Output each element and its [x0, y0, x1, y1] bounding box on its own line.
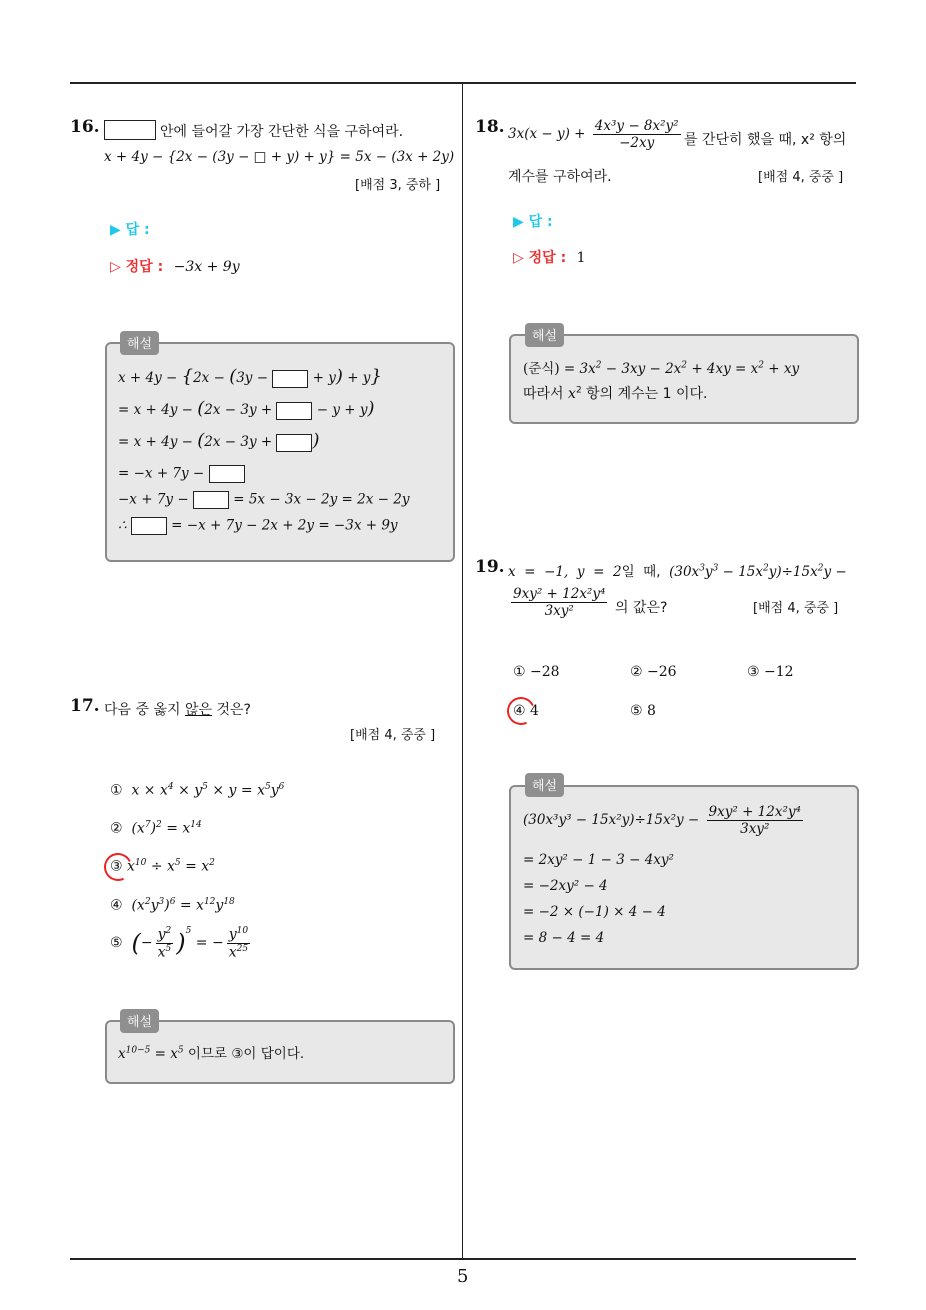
q16-solution-line-3: = x + 4y − (2x − 3y + ) [118, 430, 320, 451]
q16-solution-line-2: = x + 4y − (2x − 3y + − y + y) [118, 398, 375, 419]
q18-frac-den: −2xy [619, 135, 655, 151]
q17-choice-1: ① $x \times x^4 \times y^5 \times y = x^5y^6$ [110, 782, 285, 799]
bottom-rule [70, 1258, 856, 1260]
q18-expr-prefix: 3x(x − y) + [508, 126, 586, 142]
q16-prompt: 안에 들어갈 가장 간단한 식을 구하여라. [160, 124, 404, 140]
q19-line1: x = −1, y = 2일 때, $(30x^3y^3 - 15x^2y)\div 15x^2y$ − [508, 563, 847, 580]
q16-solution-line-5: −x + 7y − = 5x − 3x − 2y = 2x − 2y [118, 491, 410, 508]
q16-answer-box [104, 120, 156, 140]
q19-choice-4: ④ 4 [513, 703, 539, 719]
q16-solution-line-6: ∴ = −x + 7y − 2x + 2y = −3x + 9y [118, 517, 398, 534]
q16-solution-tag: 해설 [120, 331, 159, 355]
q18-solution-tag: 해설 [525, 323, 564, 347]
q16-solution-line-4: = −x + 7y − [118, 465, 245, 483]
q18-solution-box [509, 334, 859, 424]
q19-solution-first-prefix: (30x³y³ − 15x²y)÷15x²y − [523, 812, 700, 828]
q19-tail: 의 값은? [615, 600, 668, 616]
q16-answer-label: ▶ 답 : [110, 222, 150, 238]
q18-number: 18. [475, 117, 505, 137]
q19-solution-first [523, 804, 806, 837]
q17-marked-circle [100, 849, 136, 885]
q17-choice-5: ⑤ (− $\frac{y^2}{x^5}$ )$^5$ = − $\frac{y^{10}}{x^{25}}$ [110, 926, 249, 961]
q17-choice-4: ④ $(x^2y^3)^6 = x^{12}y^{18}$ [110, 897, 235, 914]
q19-solution-line-3: = −2 × (−1) × 4 − 4 [523, 904, 666, 920]
q19-number: 19. [475, 557, 505, 577]
q16-solution-line-1: x + 4y − {2x − (3y − + y) + y} [118, 366, 382, 387]
q18-correct-answer [513, 247, 586, 267]
q16-correct-label: ▷ 정답 : [110, 259, 164, 275]
q19-solution-frac-num: 9xy² + 12x²y⁴ [708, 804, 801, 820]
q17-solution-tag: 해설 [120, 1009, 159, 1033]
q17-choice-2: ② $(x^7)^2 = x^{14}$ [110, 820, 202, 837]
q19-frac-den: 3xy² [544, 603, 574, 619]
q18-correct-label: ▷ 정답 : [513, 250, 567, 266]
q18-answer-label: ▶ 답 : [513, 214, 553, 230]
q17-underline-word: 않은 [184, 702, 213, 718]
q18-solution-line-2: 따라서 $x^2$ 항의 계수는 1 이다. [523, 385, 708, 402]
q17-solution-text: $x^{10-5} = x^5$ 이므로 ③이 답이다. [118, 1045, 305, 1062]
q19-choice-3: ③ −12 [747, 664, 794, 680]
top-rule [70, 82, 856, 84]
q19-solution-line-1: = 2xy² − 1 − 3 − 4xy² [523, 852, 674, 868]
q18-expression [508, 118, 684, 151]
q17-number: 17. [70, 696, 100, 716]
q19-fraction [508, 586, 610, 619]
q17-meta: [배점 4, 중중 ] [350, 728, 436, 743]
q16-meta: [배점 3, 중하 ] [355, 178, 441, 193]
q19-choice-1: ① −28 [513, 664, 560, 680]
q16-correct-value: −3x + 9y [173, 259, 240, 275]
q16-equation: x + 4y − {2x − (3y − □ + y) + y} = 5x − (3x + 2y) [104, 149, 455, 165]
q19-frac-num: 9xy² + 12x²y⁴ [513, 586, 606, 602]
q18-frac-num: 4x³y − 8x²y² [594, 118, 679, 134]
page-number: 5 [457, 1266, 469, 1287]
q18-solution-line-1: (준식) = $3x^2 - 3xy - 2x^2 + 4xy = x^2$ + xy [523, 360, 800, 377]
q17-prompt: 다음 중 옳지 않은 것은? [104, 702, 251, 718]
q18-correct-value: 1 [576, 250, 586, 266]
q19-solution-frac-den: 3xy² [740, 821, 770, 837]
q18-prompt-tail: 를 간단히 했을 때, x² 항의 [684, 132, 847, 148]
q18-prompt-line2: 계수를 구하여라. [508, 169, 612, 185]
q19-marked-circle [503, 693, 539, 729]
q18-meta: [배점 4, 중중 ] [758, 170, 844, 185]
q19-choice-5: ⑤ 8 [630, 703, 656, 719]
q19-meta: [배점 4, 중중 ] [753, 601, 839, 616]
q19-choice-2: ② −26 [630, 664, 677, 680]
q16-correct-answer [110, 256, 240, 276]
q19-solution-line-4: = 8 − 4 = 4 [523, 930, 605, 946]
q19-solution-tag: 해설 [525, 773, 564, 797]
q16-number: 16. [70, 117, 100, 137]
q19-solution-line-2: = −2xy² − 4 [523, 878, 608, 894]
q17-choice-3: ③ $x^{10} \div x^5 = x^2$ [110, 858, 215, 875]
column-divider [462, 82, 463, 1259]
